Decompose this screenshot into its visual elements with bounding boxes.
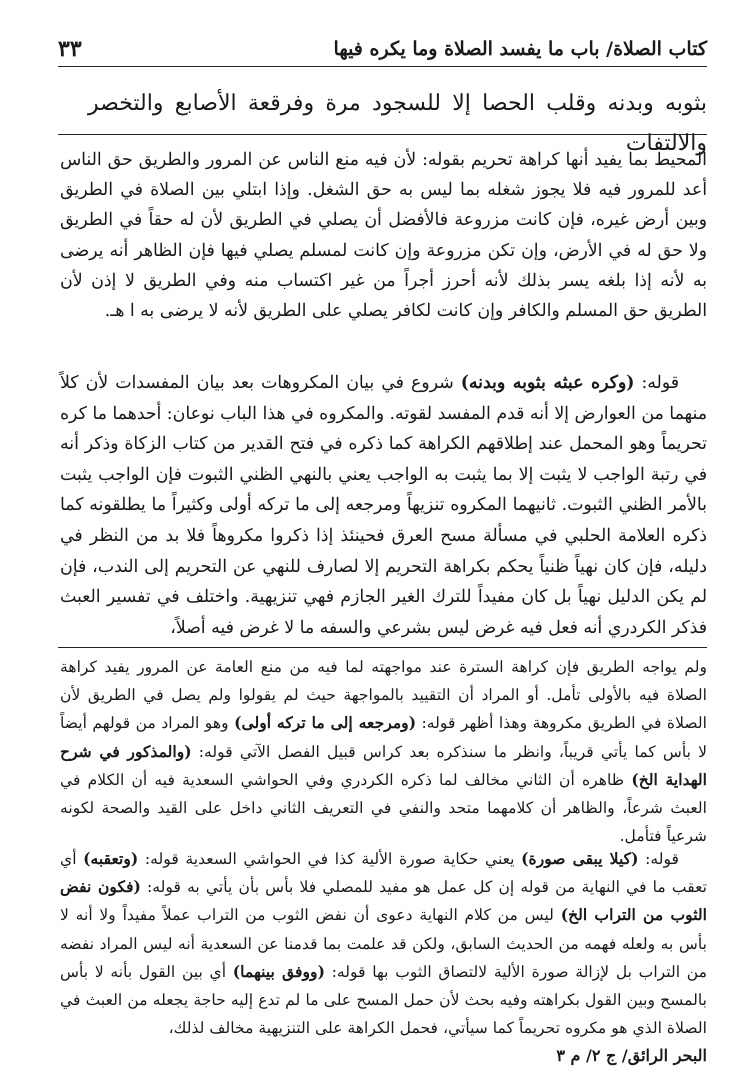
header-divider [58,66,707,67]
commentary-text-1: المحيط بما يفيد أنها كراهة تحريم بقوله: لأن فيه منع الناس عن المرور والطريق حق الناس أعد للمرور فيه فلا يجوز شغله بما ليس به حق الشغل. وإذا ابتلي بين الصلاة في الطريق وبين أرض غيره، فإن كانت مزروعة فالأفضل أن يصلي في الطريق لأن له حقاً في الطريق ولا حق له في الأرض، وإن تكن مزروعة وإن كانت لمسلم يصلي فيها فإن الظاهر أنه يرضى به لأنه إذا بلغه يسر بذلك لأنه أحرز أجراً من غير اكتساب منه وفي الطريق لا إذن لأن الطريق حق المسلم والكافر وإن كانت لكافر يصلي على الطريق لأنه لا يرضى به ا هـ. [60,150,707,322]
qawluhu-label: قوله: [638,850,679,868]
footnote-paragraph-2 [60,845,707,1042]
footnote-body: ظاهره أن الثاني مخالف لما ذكره الكردري وفي الحواشي السعدية فيه أن الكلام في العبث شرعاً، والظاهر أن كلامهما متحد والنفي في التعريف الثاني داخل على القيد والصحة لكونه شرعياً فتأمل. [60,771,707,845]
footnote-body: أي تعقب ما في النهاية من قوله إن كل عمل هو مفيد للمصلي فلا بأس بأن يأتي به قوله: [60,850,707,897]
matn-divider [58,134,707,135]
footnote-paragraph-1 [60,654,707,850]
footnote-body: ولم يواجه الطريق فإن كراهة السترة عند مواجهته لما فيه من منع العامة عن المرور يفيد كراهة الصلاة فيه بالأولى تأمل. أو المراد أن التقييد بالمواجهة حيث لم يقولوا ولم يصل في الطريق لأن الصلاة في الطريق مكروهة وهذا أظهر قوله: [60,658,708,733]
commentary-paragraph-1 [60,145,707,326]
footnote-body: أي بين القول بأنه لا بأس بالمسح وبين القول بكراهته وفيه بحث لأن حمل المسح على ما لم تدع إليه حاجة يجعله من العبث في الصلاة الذي هو مكروه تحريماً كما سيأتي، فحمل الكراهة على التنزيهية مخالف لذلك، [60,962,707,1038]
footnote-quote: (وتعقبه) [83,849,139,868]
footnote-body: يعني حكاية صورة الألية كذا في الحواشي السعدية قوله: [138,850,522,868]
chapter-title: كتاب الصلاة/ باب ما يفسد الصلاة وما يكره فيها [333,38,707,60]
matn-line: بثوبه وبدنه وقلب الحصا إلا للسجود مرة وفرقعة الأصابع والتخصر والالتفات [88,91,707,156]
footnote-quote: (ووفق بينهما) [232,961,325,981]
commentary-text-2 [60,368,707,643]
footnote-text-2 [60,845,707,1042]
qawluhu-label: قوله: [634,373,679,393]
commentary-body: شروع في بيان المكروهات بعد بيان المفسدات لأن كلاً منهما من العوارض إلا أنه قدم المفسد لقوته. والمكروه في هذا الباب نوعان: أحدهما ما كره تحريماً وهو المحمل عند إطلاقهم الكراهة كما ذكره في فتح القدير من كتاب الزكاة وذكر أنه في رتبة الواجب لا يثبت إلا بما يثبت به الواجب يعني بالنهي الظني الثبوت فإن الواجب يثبت بالأمر الظني الثبوت. ثانيهما المكروه تنزيهاً ومرجعه إلى ما تركه أولى وكثيراً ما يطلقونه كما ذكره العلامة الحلبي في مسألة مسح العرق فحينئذ إذا ذكروا مكروهاً فلا بد من النظر في دليله، فإن كان نهياً ظنياً يحكم بكراهة التحريم إلا لصارف للنهي عن التحريم إلى الندب، فإن لم يكن الدليل نهياً بل كان مفيداً للترك الغير الجازم فهي تنزيهية. واختلف في تفسير العبث فذكر الكردري أنه فعل فيه غرض ليس بشرعي والسفه ما لا غرض فيه أصلاً، [60,373,707,638]
footnote-divider [58,647,707,648]
footnote-quote: (والمذكور في شرح الهداية الخ) [60,741,707,790]
footnote-quote: (ومرجعه إلى ما تركه أولى) [234,713,417,733]
footnote-text-1 [60,654,707,850]
volume-signature: البحر الرائق/ ج ٢/ م ٣ [556,1046,707,1065]
footnote-quote: (فكون نفض الثوب من التراب الخ) [60,877,708,925]
running-header [58,34,707,64]
commentary-paragraph-2 [60,368,707,643]
footnote-body: ليس من كلام النهاية دعوى أن نفض الثوب من التراب عملاً مفيداً ولا أنه لا بأس به ولعله فهمه من الحديث السابق، ولكن قد علمت بما قدمنا عن السعدية أنه ليس المراد نفضه من التراب بل لإزالة صورة الألية لالتصاق الثوب بها قوله: [60,906,707,981]
matn-quote: (وكره عبثه بثوبه وبدنه) [460,373,635,393]
page-number: ٣٣ [58,36,82,62]
footnote-body: وهو المراد من قولهم أيضاً لا بأس كما يأتي قريباً، وانظر ما سنذكره بعد كراس قبيل الفصل الآتي قوله: [60,714,708,761]
footnote-quote: (كيلا يبقى صورة) [521,849,639,868]
